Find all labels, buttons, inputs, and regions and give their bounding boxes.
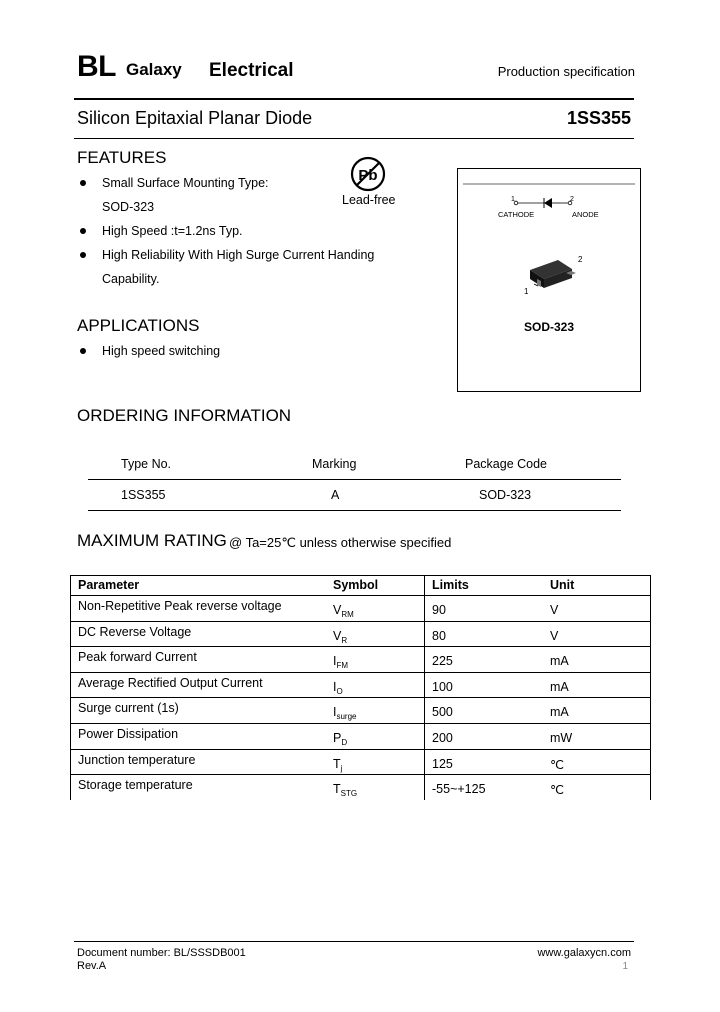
body-pin2-label: 2: [578, 255, 583, 264]
table-row: [70, 647, 651, 673]
application-item: High speed switching: [102, 344, 221, 358]
parameter-cell: Power Dissipation: [78, 726, 179, 741]
footer-doc-number: Document number: BL/SSSDB001: [77, 947, 246, 959]
package-diagram: [458, 169, 640, 391]
anode-label: ANODE: [572, 210, 599, 219]
table-row: [70, 775, 651, 800]
bullet-icon: [80, 228, 86, 234]
feature-item-3-line1: High Reliability With High Surge Current Handing: [102, 248, 375, 262]
title-rule: [74, 138, 634, 139]
ordering-heading: ORDERING INFORMATION: [77, 406, 292, 425]
symbol-cell: $T_{STG}$: [333, 782, 358, 799]
parameter-cell: Storage temperature: [78, 778, 193, 793]
parameter-cell: Average Rectified Output Current: [78, 675, 263, 690]
cathode-label: CATHODE: [498, 210, 535, 219]
max-rating-table: [70, 575, 651, 800]
brand-electrical: Electrical: [209, 60, 294, 81]
bullet-icon: [80, 348, 86, 354]
unit-cell: ℃: [550, 783, 565, 798]
pin2-label: 2: [570, 196, 574, 203]
page-number: 1: [622, 961, 628, 972]
feature-item-2: High Speed :t=1.2ns Typ.: [102, 224, 243, 238]
unit-cell: ℃: [550, 757, 565, 772]
footer-revision: Rev.A: [77, 960, 107, 972]
footer-rule: [74, 941, 634, 942]
col-limits: Limits: [432, 578, 469, 592]
ordering-col-marking: Marking: [312, 457, 357, 471]
diode-symbol-icon: [514, 198, 572, 208]
brand-bl: BL: [77, 50, 116, 83]
unit-cell: mW: [550, 730, 573, 745]
parameter-cell: Surge current (1s): [78, 701, 179, 716]
applications-heading: APPLICATIONS: [77, 316, 200, 335]
limit-cell: 80: [432, 628, 446, 643]
unit-cell: mA: [550, 679, 569, 694]
spec-type: Production specification: [497, 64, 635, 79]
parameter-cell: Peak forward Current: [78, 650, 197, 665]
symbol-cell: $I_O$: [333, 679, 343, 696]
table-row: [70, 596, 651, 622]
col-symbol: Symbol: [333, 578, 379, 592]
unit-cell: V: [550, 628, 559, 643]
ordering-col-type: Type No.: [121, 457, 172, 471]
parameter-cell: Junction temperature: [78, 752, 196, 767]
symbol-cell: $I_{surge}$: [333, 705, 357, 722]
limit-cell: 90: [432, 603, 446, 617]
lead-free-symbol: Pb: [358, 167, 378, 184]
table-row: [70, 750, 651, 776]
part-number: 1SS355: [566, 108, 631, 128]
ordering-col-package: Package Code: [465, 457, 548, 471]
table-row: [70, 698, 651, 724]
header-rule: [74, 98, 634, 100]
footer-url[interactable]: www.galaxycn.com: [537, 947, 631, 959]
limit-cell: 225: [432, 654, 453, 669]
feature-item-1-line2: SOD-323: [102, 200, 155, 214]
ordering-rule: [88, 479, 621, 480]
table-row: [70, 622, 651, 648]
table-row: [70, 673, 651, 699]
package-box: [457, 168, 641, 392]
lead-free-label: Lead-free: [342, 193, 396, 207]
bullet-icon: [80, 252, 86, 258]
ordering-type-value: 1SS355: [121, 488, 166, 502]
table-row: [70, 724, 651, 750]
feature-item-3-line2: Capability.: [102, 272, 160, 286]
symbol-cell: $I_{FM}$: [333, 654, 349, 671]
ordering-rule: [88, 510, 621, 511]
pin1-label: 1: [511, 196, 515, 203]
limit-cell: 500: [432, 705, 453, 720]
table-header-row: [70, 575, 651, 596]
features-heading: FEATURES: [77, 148, 167, 167]
symbol-cell: $V_{RM}$: [333, 603, 354, 619]
symbol-cell: $P_D$: [333, 730, 348, 747]
unit-cell: V: [550, 603, 559, 617]
lead-free-icon: [350, 156, 386, 192]
feature-item-1-line1: Small Surface Mounting Type:: [102, 176, 269, 190]
col-parameter: Parameter: [78, 578, 140, 592]
symbol-cell: $V_R$: [333, 628, 348, 645]
max-rating-heading: MAXIMUM RATING: [77, 531, 227, 550]
package-name: SOD-323: [523, 320, 575, 334]
ordering-package-value: SOD-323: [479, 488, 532, 502]
limit-cell: 100: [432, 679, 453, 694]
limit-cell: 200: [432, 730, 453, 745]
body-pin1-label: 1: [524, 287, 529, 296]
max-rating-condition: @ Ta=25℃ unless otherwise specified: [229, 535, 452, 550]
document-title: Silicon Epitaxial Planar Diode: [77, 108, 313, 128]
parameter-cell: Non-Repetitive Peak reverse voltage: [78, 599, 282, 613]
unit-cell: mA: [550, 654, 569, 669]
unit-cell: mA: [550, 705, 569, 720]
col-unit: Unit: [550, 578, 575, 592]
limit-cell: -55~+125: [432, 782, 486, 797]
parameter-cell: DC Reverse Voltage: [78, 624, 192, 639]
symbol-cell: $T_j$: [333, 756, 343, 773]
brand-galaxy: Galaxy: [126, 60, 182, 79]
limit-cell: 125: [432, 756, 453, 771]
ordering-marking-value: A: [331, 488, 340, 502]
bullet-icon: [80, 180, 86, 186]
sod323-package-icon: [530, 260, 576, 288]
